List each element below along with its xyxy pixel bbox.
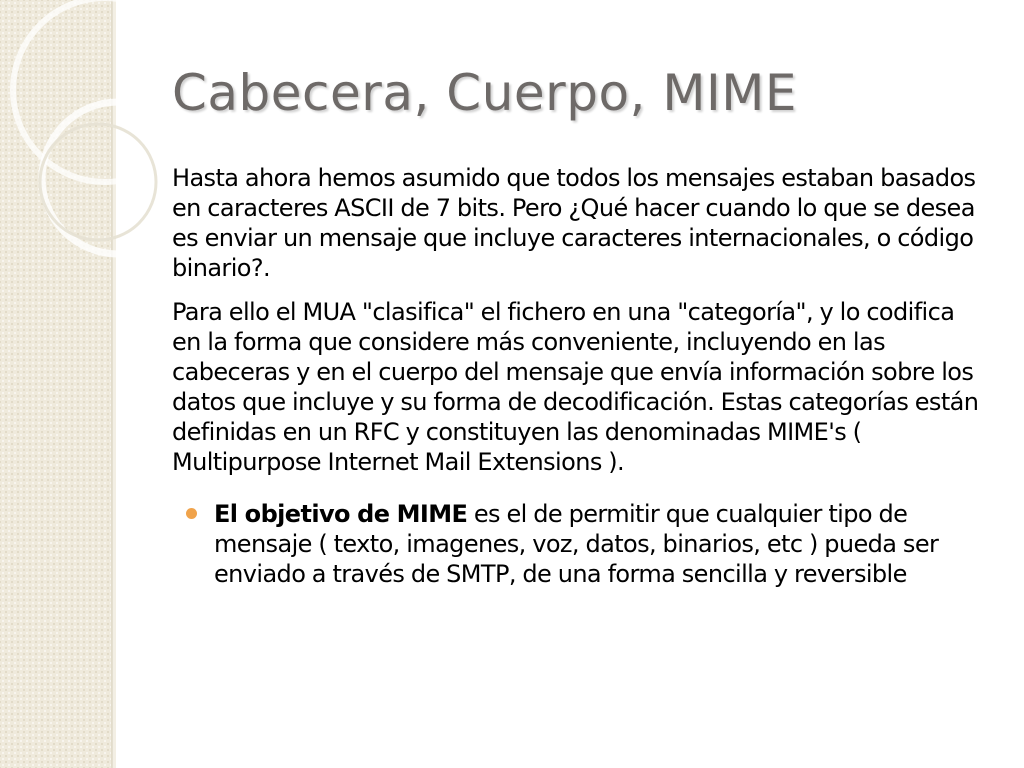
paragraph-intro: Hasta ahora hemos asumido que todos los mensajes estaban basados en caracteres ASCII de 7 bits. Pero ¿Qué hacer cuando lo que se desea es enviar un mensaje que incluye caracteres internacionales, o código binario?. — [172, 164, 976, 282]
bullet-dot-icon — [186, 508, 197, 519]
paragraph-mua: Para ello el MUA "clasifica" el fichero en una "categoría", y lo codifica en la forma que considere más conveniente, incluyendo en las cabeceras y en el cuerpo del mensaje que envía información sobre los datos que incluye y su forma de decodificación. Estas categorías están definidas en un RFC y constituyen las denominadas MIME's ( Multipurpose Internet Mail Extensions ). — [172, 298, 979, 476]
slide-body — [172, 163, 982, 589]
side-divider-line — [112, 0, 116, 768]
bullet-text: es el de permitir que cualquier tipo de mensaje ( texto, imagenes, voz, datos, binarios, etc ) pueda ser enviado a través de SMTP, de una forma sencilla y reversible — [214, 500, 939, 588]
bullet-bold-lead: El objetivo de MIME — [214, 500, 468, 528]
slide-title: Cabecera, Cuerpo, MIME — [172, 64, 797, 122]
bullet-item — [172, 499, 982, 589]
side-decorative-band — [0, 0, 112, 768]
